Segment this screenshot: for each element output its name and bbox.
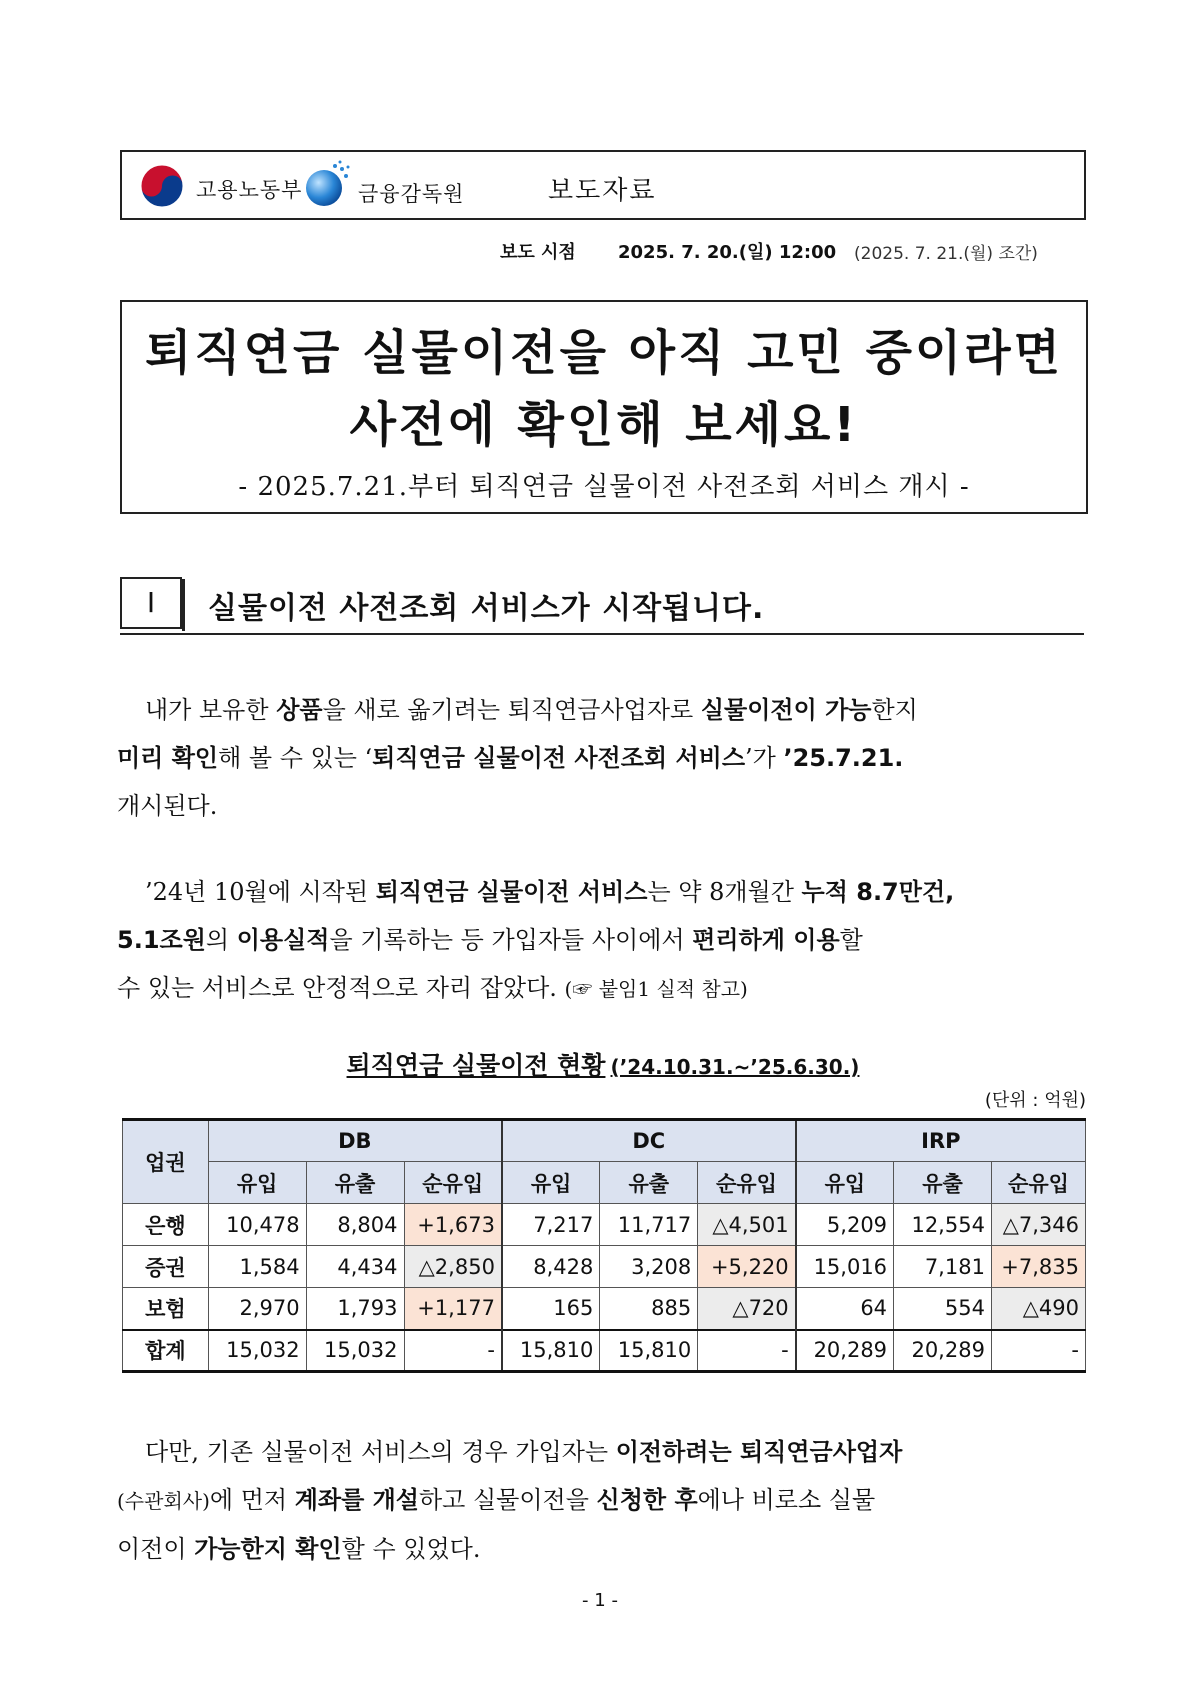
row-header: 증권 bbox=[123, 1246, 209, 1288]
column-header: 유출 bbox=[600, 1162, 698, 1204]
agency-name: 금융감독원 bbox=[358, 182, 465, 206]
table-cell: 7,181 bbox=[894, 1246, 992, 1288]
group-header-irp: IRP bbox=[796, 1120, 1086, 1162]
fss-logo-icon bbox=[302, 158, 352, 210]
table-cell: 2,970 bbox=[208, 1288, 306, 1330]
table-cell: 885 bbox=[600, 1288, 698, 1330]
table-cell: 165 bbox=[502, 1288, 600, 1330]
table-cell: 1,584 bbox=[208, 1246, 306, 1288]
subtitle: - 2025.7.21.부터 퇴직연금 실물이전 사전조회 서비스 개시 - bbox=[238, 472, 970, 502]
table-cell: 4,434 bbox=[306, 1246, 404, 1288]
section-title: 실물이전 사전조회 서비스가 시작됩니다. bbox=[208, 591, 765, 626]
table-cell: 8,428 bbox=[502, 1246, 600, 1288]
table-cell: 11,717 bbox=[600, 1204, 698, 1246]
table-cell: 15,810 bbox=[502, 1330, 600, 1372]
table-cell: 10,478 bbox=[208, 1204, 306, 1246]
row-header: 보험 bbox=[123, 1288, 209, 1330]
table-cell: - bbox=[991, 1330, 1085, 1372]
table-cell: +7,835 bbox=[991, 1246, 1085, 1288]
paragraph-line: 내가 보유한 상품을 새로 옮기려는 퇴직연금사업자로 실물이전이 가능한지 bbox=[145, 696, 918, 724]
column-header: 유입 bbox=[796, 1162, 894, 1204]
paragraph-2 bbox=[117, 868, 1087, 1013]
paragraph-line: 5.1조원의 이용실적을 기록하는 등 가입자들 사이에서 편리하게 이용할 bbox=[117, 926, 863, 954]
table-row bbox=[123, 1204, 1086, 1246]
table-cell: 20,289 bbox=[796, 1330, 894, 1372]
table-cell: △7,346 bbox=[991, 1204, 1085, 1246]
release-time bbox=[120, 236, 1086, 266]
table-cell: 20,289 bbox=[894, 1330, 992, 1372]
section-number: Ⅰ bbox=[120, 577, 182, 629]
table-cell: 15,032 bbox=[208, 1330, 306, 1372]
table-row bbox=[123, 1246, 1086, 1288]
paragraph-line: 수 있는 서비스로 안정적으로 자리 잡았다. (☞ 붙임1 실적 참고) bbox=[117, 974, 748, 1002]
headline-line-2: 사전에 확인해 보세요! bbox=[349, 397, 859, 453]
release-datetime: 2025. 7. 20.(일) 12:00 bbox=[618, 242, 837, 263]
press-release-label: 보도자료 bbox=[548, 176, 657, 206]
paragraph-line: ’24년 10월에 시작된 퇴직연금 실물이전 서비스는 약 8개월간 누적 8.7만건, bbox=[145, 878, 955, 906]
paragraph-line: 이전이 가능한지 확인할 수 있었다. bbox=[117, 1535, 481, 1563]
column-header: 순유입 bbox=[404, 1162, 502, 1204]
table-cell: 554 bbox=[894, 1288, 992, 1330]
paragraph-1 bbox=[117, 686, 1087, 830]
table-cell: △720 bbox=[698, 1288, 796, 1330]
taegeuk-emblem-icon bbox=[140, 164, 184, 208]
table-cell: 8,804 bbox=[306, 1204, 404, 1246]
release-label: 보도 시점 bbox=[500, 242, 576, 263]
table-cell: 7,217 bbox=[502, 1204, 600, 1246]
press-header bbox=[120, 150, 1086, 220]
table-cell: +1,177 bbox=[404, 1288, 502, 1330]
paragraph-3 bbox=[117, 1428, 1087, 1573]
table-cell: 1,793 bbox=[306, 1288, 404, 1330]
page-number: - 1 - bbox=[582, 1590, 618, 1611]
table-cell: - bbox=[698, 1330, 796, 1372]
table-title bbox=[120, 1046, 1086, 1082]
table-cell: 64 bbox=[796, 1288, 894, 1330]
paragraph-line: 개시된다. bbox=[117, 792, 218, 820]
table-cell: △490 bbox=[991, 1288, 1085, 1330]
group-header-db: DB bbox=[208, 1120, 502, 1162]
table-cell: +1,673 bbox=[404, 1204, 502, 1246]
table-cell: 15,810 bbox=[600, 1330, 698, 1372]
column-header: 유입 bbox=[502, 1162, 600, 1204]
column-header: 순유입 bbox=[698, 1162, 796, 1204]
column-header: 유출 bbox=[894, 1162, 992, 1204]
print-edition: (2025. 7. 21.(월) 조간) bbox=[854, 244, 1038, 264]
column-header: 유입 bbox=[208, 1162, 306, 1204]
appendix-reference: (☞ 붙임1 실적 참고) bbox=[564, 977, 748, 1001]
group-header-dc: DC bbox=[502, 1120, 796, 1162]
corner-header: 업권 bbox=[123, 1120, 209, 1204]
table-cell: 5,209 bbox=[796, 1204, 894, 1246]
table-cell: 3,208 bbox=[600, 1246, 698, 1288]
column-header: 유출 bbox=[306, 1162, 404, 1204]
table-total-row bbox=[123, 1330, 1086, 1372]
row-header: 은행 bbox=[123, 1204, 209, 1246]
table-unit: (단위 : 억원) bbox=[984, 1090, 1086, 1111]
section-header bbox=[120, 575, 1084, 635]
headline-line-1: 퇴직연금 실물이전을 아직 고민 중이라면 bbox=[144, 325, 1064, 381]
table-row bbox=[123, 1288, 1086, 1330]
row-header: 합계 bbox=[123, 1330, 209, 1372]
table-cell: 12,554 bbox=[894, 1204, 992, 1246]
table-cell: +5,220 bbox=[698, 1246, 796, 1288]
paragraph-line: 미리 확인해 볼 수 있는 ‘퇴직연금 실물이전 사전조회 서비스’가 ’25.7.21. bbox=[117, 744, 904, 772]
column-header: 순유입 bbox=[991, 1162, 1085, 1204]
table-cell: - bbox=[404, 1330, 502, 1372]
table-cell: 15,016 bbox=[796, 1246, 894, 1288]
paragraph-line: 다만, 기존 실물이전 서비스의 경우 가입자는 이전하려는 퇴직연금사업자 bbox=[145, 1438, 903, 1466]
table-title-text: 퇴직연금 실물이전 현황 bbox=[346, 1051, 606, 1080]
table-cell: 15,032 bbox=[306, 1330, 404, 1372]
paragraph-line: (수관회사)에 먼저 계좌를 개설하고 실물이전을 신청한 후에나 비로소 실물 bbox=[117, 1486, 876, 1514]
table-cell: △2,850 bbox=[404, 1246, 502, 1288]
table-period: (’24.10.31.~’25.6.30.) bbox=[610, 1055, 860, 1079]
ministry-name: 고용노동부 bbox=[196, 178, 303, 202]
headline-box bbox=[120, 300, 1088, 514]
table-cell: △4,501 bbox=[698, 1204, 796, 1246]
transfer-status-table bbox=[122, 1118, 1086, 1373]
